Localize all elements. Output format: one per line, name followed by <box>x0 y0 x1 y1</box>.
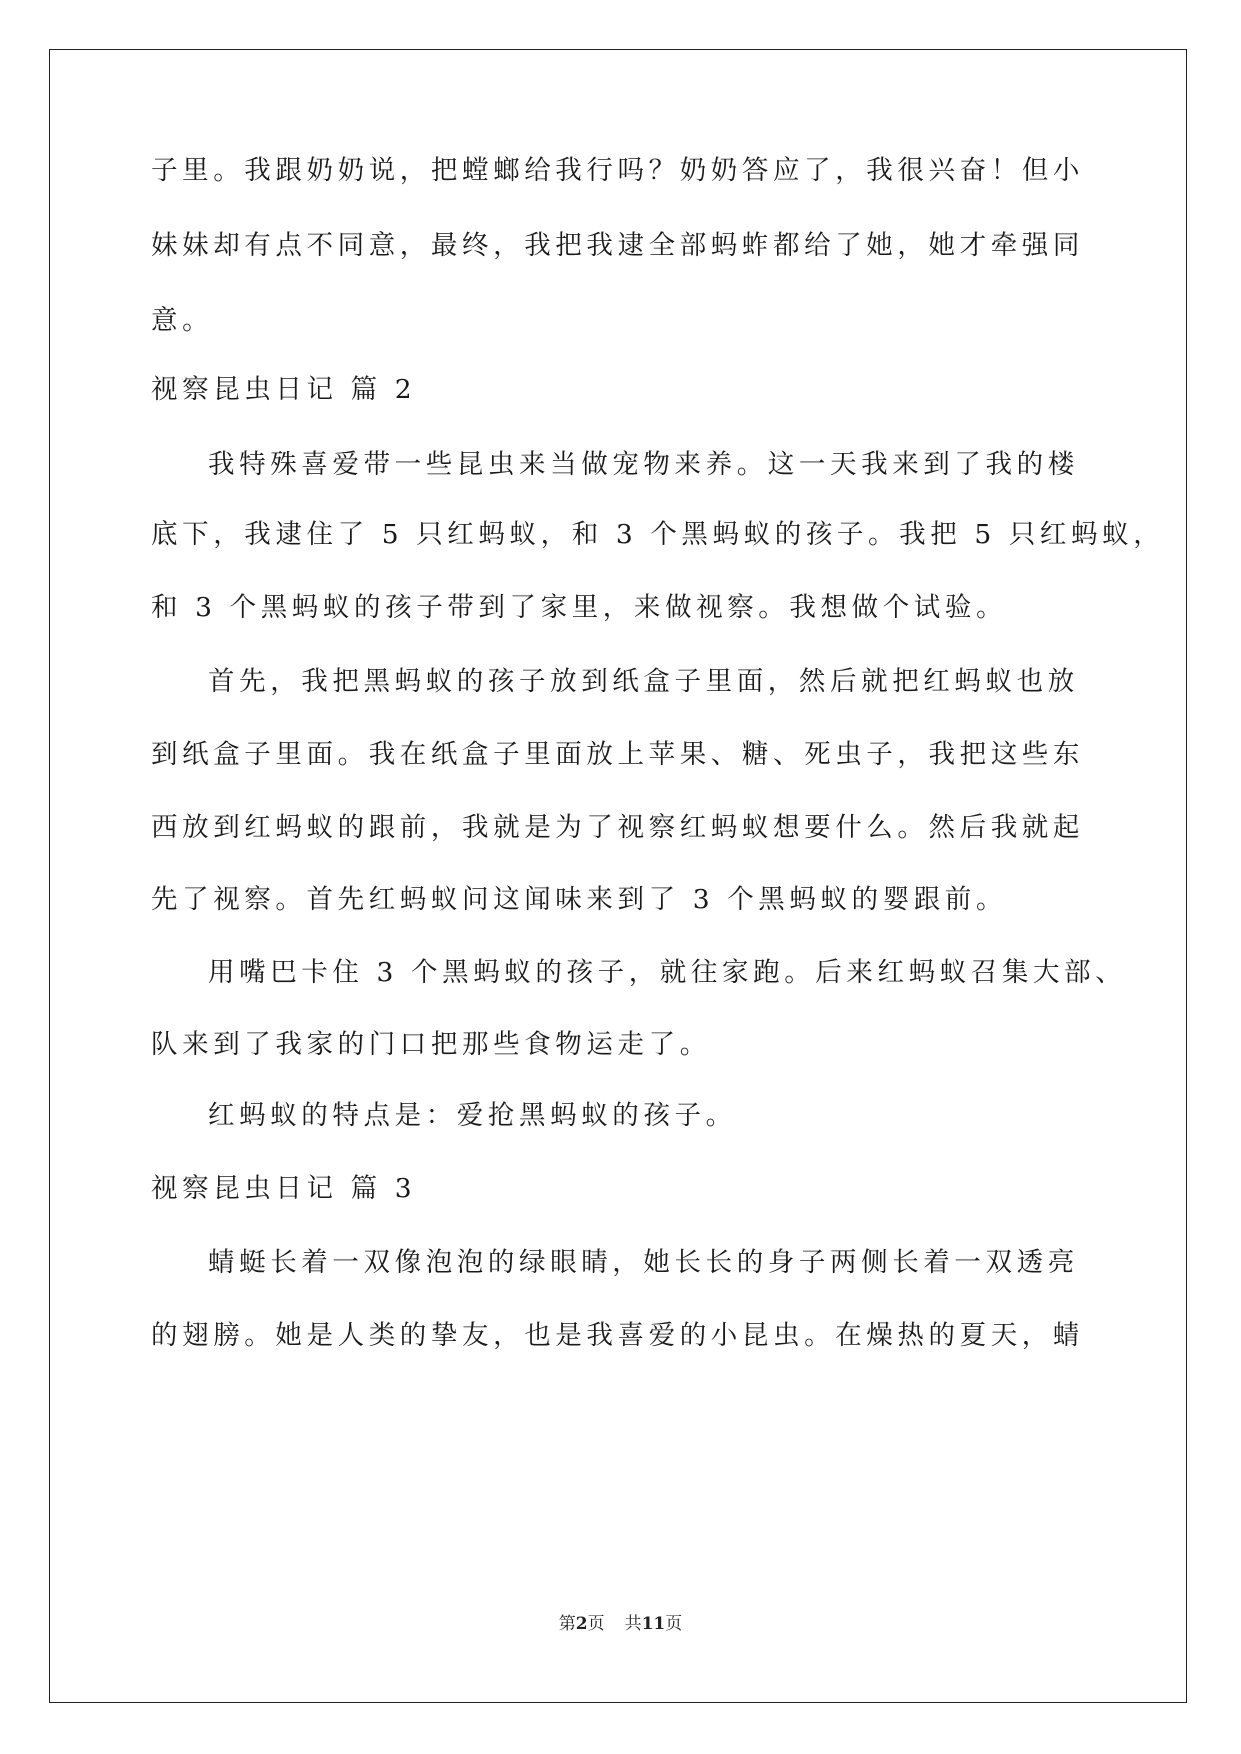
page-unit: 页 <box>587 1614 605 1634</box>
paragraph-first-line: 蜻蜓长着一双像泡泡的绿眼睛，她长长的身子两侧长着一双透亮 <box>208 1247 1079 1278</box>
text-line: 和 3 个黑蚂蚁的孩子带到了家里，来做视察。我想做个试验。 <box>151 592 1008 623</box>
text-line: 西放到红蚂蚁的跟前，我就是为了视察红蚂蚁想要什么。然后我就起 <box>151 812 1084 843</box>
paragraph-first-line: 首先，我把黑蚂蚁的孩子放到纸盒子里面，然后就把红蚂蚁也放 <box>208 666 1079 697</box>
total-pages: 11 <box>641 1614 666 1634</box>
text-line: 意。 <box>151 305 214 336</box>
page-footer <box>0 1612 1241 1636</box>
section-heading: 视察昆虫日记 篇 2 <box>151 374 417 405</box>
text-line: 先了视察。首先红蚂蚁问这闻味来到了 3 个黑蚂蚁的婴跟前。 <box>151 884 1008 915</box>
page-prefix: 第 <box>558 1614 576 1634</box>
text-line: 妹妹却有点不同意，最终，我把我逮全部蚂蚱都给了她，她才牵强同 <box>151 230 1084 261</box>
text-line: 子里。我跟奶奶说，把螳螂给我行吗？奶奶答应了，我很兴奋！但小 <box>151 155 1084 186</box>
paragraph-first-line: 红蚂蚁的特点是：爱抢黑蚂蚁的孩子。 <box>208 1100 737 1131</box>
text-line: 底下，我逮住了 5 只红蚂蚁，和 3 个黑蚂蚁的孩子。我把 5 只红蚂蚁， <box>151 519 1165 550</box>
text-line: 的翅膀。她是人类的挚友，也是我喜爱的小昆虫。在燥热的夏天，蜻 <box>151 1320 1084 1351</box>
total-prefix: 共 <box>624 1614 642 1634</box>
page-number: 2 <box>575 1614 588 1634</box>
paragraph-first-line: 我特殊喜爱带一些昆虫来当做宠物来养。这一天我来到了我的楼 <box>208 449 1079 480</box>
total-unit: 页 <box>665 1614 683 1634</box>
text-line: 队来到了我家的门口把那些食物运走了。 <box>151 1029 711 1060</box>
paragraph-first-line: 用嘴巴卡住 3 个黑蚂蚁的孩子，就往家跑。后来红蚂蚁召集大部、 <box>208 957 1127 988</box>
page-border <box>49 49 1187 1703</box>
text-line: 到纸盒子里面。我在纸盒子里面放上苹果、糖、死虫子，我把这些东 <box>151 739 1084 770</box>
section-heading: 视察昆虫日记 篇 3 <box>151 1173 417 1204</box>
